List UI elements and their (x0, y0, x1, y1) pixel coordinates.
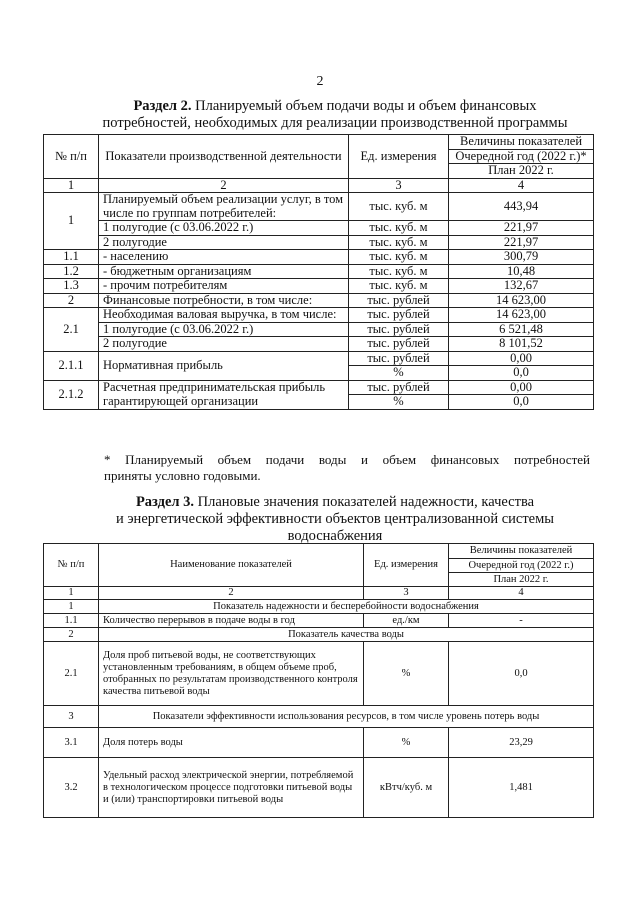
row-unit: тыс. куб. м (349, 235, 449, 250)
colnum: 1 (44, 178, 99, 193)
header-values: Величины показателей (449, 135, 594, 150)
colnum: 4 (449, 178, 594, 193)
row-name: 2 полугодие (99, 337, 349, 352)
row-value: 443,94 (449, 193, 594, 221)
header-num: № п/п (44, 135, 99, 179)
table-row (44, 322, 594, 337)
row-value: - (449, 614, 594, 628)
group-row (44, 706, 594, 728)
footnote-line2: приняты условно годовыми. (104, 468, 261, 483)
table-row (44, 279, 594, 294)
row-value: 221,97 (449, 221, 594, 236)
row-value: 300,79 (449, 250, 594, 265)
row-unit: кВтч/куб. м (364, 758, 449, 818)
row-num: 2.1.2 (44, 380, 99, 409)
row-value: 10,48 (449, 264, 594, 279)
row-name: Доля проб питьевой воды, не соответствующих установленным требованиям, в общем объеме проб, отобранных по результатам производственного контроля качества питьевой воды (99, 642, 364, 706)
table-row (44, 351, 594, 366)
section2-title-line1: Планируемый объем подачи воды и объем финансовых (195, 98, 537, 114)
row-value: 1,481 (449, 758, 594, 818)
row-num: 1.2 (44, 264, 99, 279)
table-row (44, 221, 594, 236)
table-row (44, 293, 594, 308)
table-row (44, 614, 594, 628)
row-unit: тыс. рублей (349, 351, 449, 366)
section3-title-line2: и энергетической эффективности объектов централизованной системы (115, 511, 555, 527)
header-values: Величины показателей (449, 544, 594, 559)
row-value: 221,97 (449, 235, 594, 250)
table-row (44, 337, 594, 352)
row-name: Количество перерывов в подаче воды в год (99, 614, 364, 628)
header-next-year: Очередной год (2022 г.) (449, 559, 594, 573)
row-name: - населению (99, 250, 349, 265)
colnum: 2 (99, 178, 349, 193)
row-name: Необходимая валовая выручка, в том числе: (99, 308, 349, 323)
header-unit: Ед. измерения (349, 135, 449, 179)
section3-table (43, 543, 594, 818)
row-value: 14 623,00 (449, 308, 594, 323)
row-num: 3.1 (44, 728, 99, 758)
group-num: 3 (44, 706, 99, 728)
row-name: 2 полугодие (99, 235, 349, 250)
header-indicator: Наименование показателей (99, 544, 364, 587)
colnum: 3 (349, 178, 449, 193)
row-value: 14 623,00 (449, 293, 594, 308)
section3-title-line3: водоснабжения (287, 528, 383, 544)
row-name: Удельный расход электрической энергии, потребляемой в технологическом процессе подготовки питьевой воды и (или) транспортировки питьевой воды (99, 758, 364, 818)
row-value: 6 521,48 (449, 322, 594, 337)
row-name: Нормативная прибыль (99, 351, 349, 380)
row-value: 0,00 (449, 380, 594, 395)
header-indicator: Показатели производственной деятельности (99, 135, 349, 179)
row-num: 1.1 (44, 614, 99, 628)
section2-title-line2: потребностей, необходимых для реализации производственной программы (102, 115, 568, 131)
row-value: 132,67 (449, 279, 594, 294)
colnum: 3 (364, 587, 449, 600)
row-num: 2 (44, 293, 99, 308)
table-row (44, 380, 594, 395)
row-unit: тыс. куб. м (349, 264, 449, 279)
table-row (44, 642, 594, 706)
row-value: 0,0 (449, 642, 594, 706)
table-row (44, 264, 594, 279)
row-unit: ед./км (364, 614, 449, 628)
row-value: 8 101,52 (449, 337, 594, 352)
row-num: 1 (44, 193, 99, 250)
header-plan: План 2022 г. (449, 164, 594, 179)
row-name: Планируемый объем реализации услуг, в том числе по группам потребителей: (99, 193, 349, 221)
row-num: 3.2 (44, 758, 99, 818)
group-title: Показатели эффективности использования ресурсов, в том числе уровень потерь воды (99, 706, 594, 728)
row-value: 23,29 (449, 728, 594, 758)
section2-title-bold: Раздел 2. (133, 98, 192, 114)
row-unit: тыс. рублей (349, 293, 449, 308)
row-value: 0,00 (449, 351, 594, 366)
row-name: 1 полугодие (с 03.06.2022 г.) (99, 221, 349, 236)
page-number: 2 (316, 74, 324, 89)
header-num: № п/п (44, 544, 99, 587)
section3-title (70, 494, 600, 545)
row-name: Финансовые потребности, в том числе: (99, 293, 349, 308)
table-row (44, 758, 594, 818)
row-num: 1.1 (44, 250, 99, 265)
header-unit: Ед. измерения (364, 544, 449, 587)
row-unit: тыс. куб. м (349, 250, 449, 265)
row-num: 2.1 (44, 642, 99, 706)
row-name: Расчетная предпринимательская прибыль гарантирующей организации (99, 380, 349, 409)
row-unit: тыс. рублей (349, 308, 449, 323)
group-title: Показатель надежности и бесперебойности водоснабжения (99, 600, 594, 614)
footnote (104, 452, 590, 484)
table-row (44, 308, 594, 323)
row-name: 1 полугодие (с 03.06.2022 г.) (99, 322, 349, 337)
group-row (44, 628, 594, 642)
row-value: 0,0 (449, 366, 594, 381)
row-unit: тыс. куб. м (349, 221, 449, 236)
table-row (44, 235, 594, 250)
group-title: Показатель качества воды (99, 628, 594, 642)
row-unit: % (349, 395, 449, 410)
section3-title-bold: Раздел 3. (135, 494, 195, 510)
footnote-line1: * Планируемый объем подачи воды и объем финансовых потребностей (104, 452, 590, 467)
row-unit: тыс. рублей (349, 380, 449, 395)
row-num: 2.1 (44, 308, 99, 352)
table-row (44, 250, 594, 265)
header-next-year: Очередной год (2022 г.)* (449, 149, 594, 164)
colnum: 4 (449, 587, 594, 600)
row-value: 0,0 (449, 395, 594, 410)
row-name: Доля потерь воды (99, 728, 364, 758)
table-row (44, 728, 594, 758)
group-row (44, 600, 594, 614)
colnum: 1 (44, 587, 99, 600)
row-unit: тыс. куб. м (349, 279, 449, 294)
group-num: 1 (44, 600, 99, 614)
row-unit: тыс. куб. м (349, 193, 449, 221)
row-unit: тыс. рублей (349, 322, 449, 337)
group-num: 2 (44, 628, 99, 642)
row-unit: тыс. рублей (349, 337, 449, 352)
row-num: 2.1.1 (44, 351, 99, 380)
section2-title (70, 98, 600, 132)
section2-table (43, 134, 594, 410)
row-name: - бюджетным организациям (99, 264, 349, 279)
section3-title-line1: Плановые значения показателей надежности, качества (197, 494, 535, 510)
row-num: 1.3 (44, 279, 99, 294)
row-unit: % (364, 728, 449, 758)
row-unit: % (349, 366, 449, 381)
table-row (44, 193, 594, 221)
row-unit: % (364, 642, 449, 706)
row-name: - прочим потребителям (99, 279, 349, 294)
header-plan: План 2022 г. (449, 573, 594, 587)
colnum: 2 (99, 587, 364, 600)
